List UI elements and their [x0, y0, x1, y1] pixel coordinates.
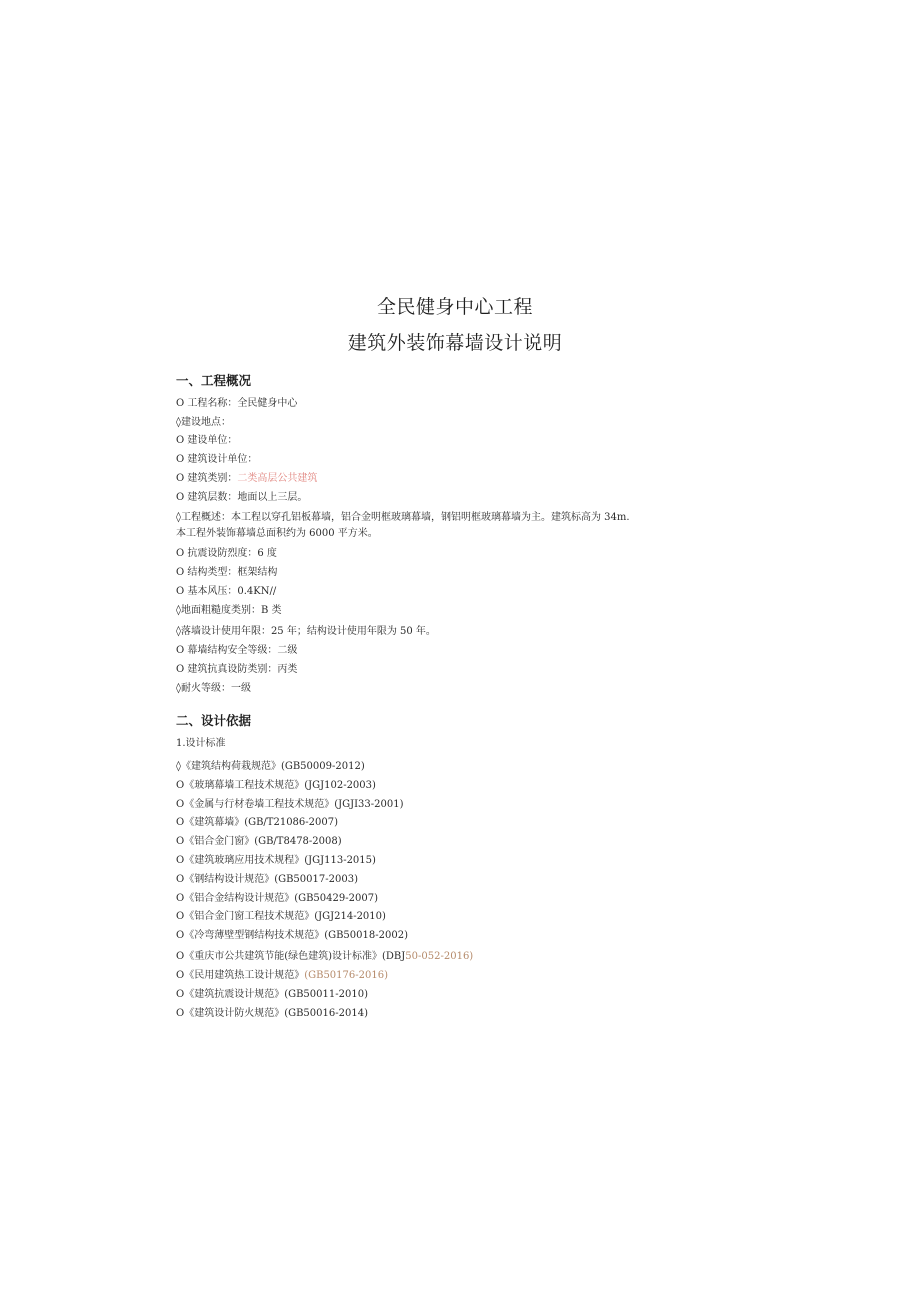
standard-code-accent: 50-052-2016) [405, 951, 474, 962]
list-item: O《钢结构设计规范》(GB50017-2003) [176, 874, 358, 885]
list-item: O 幕墙结构安全等级：二级 [176, 645, 298, 656]
list-item: ◊耐火等级：一级 [176, 683, 251, 694]
list-item: O《金属与行材卷墙工程技术规范》(JGJI33-2001) [176, 799, 404, 810]
section-heading-design-basis: 二、设计依据 [176, 713, 252, 728]
list-item: O《建筑抗震设计规范》(GB50011-2010) [176, 989, 368, 1000]
list-item: O 建筑设计单位： [176, 454, 258, 465]
list-item: O 基本风压：0.4KN// [176, 586, 277, 597]
document-title: 全民健身中心工程 [376, 296, 533, 318]
list-item: O《铝合金结构设计规范》(GB50429-2007) [176, 893, 378, 904]
list-item: O 工程名称：全民健身中心 [176, 398, 298, 409]
section-heading-project-overview: 一、工程概况 [176, 373, 252, 388]
list-item: O 建设单位： [176, 435, 238, 446]
list-item: O 建筑层数：地面以上三层。 [176, 492, 308, 503]
list-item: O 结构类型：框架结构 [176, 567, 278, 578]
list-item: O《铝合金门窗工程技术规范》(JGJ214-2010) [176, 911, 386, 922]
list-item: O《铝合金门窗》(GB/T8478-2008) [176, 836, 342, 847]
list-item: O《建筑幕墙》(GB/T21086-2007) [176, 817, 339, 828]
list-item: O《民用建筑热工设计规范》(GB50176-2016) [176, 970, 388, 981]
list-item: ◊建设地点： [176, 417, 231, 428]
list-item: O 建筑抗真设防类别：丙类 [176, 664, 298, 675]
document-subtitle: 建筑外装饰幕墙设计说明 [347, 332, 563, 354]
list-item: O《建筑玻璃应用技术规程》(JGJ113-2015) [176, 855, 376, 866]
list-item: O 建筑类别：二类高层公共建筑 [176, 473, 318, 484]
list-item: O《冷弯薄壁型钢结构技术规范》(GB50018-2002) [176, 930, 408, 941]
subsection-heading: 1.设计标准 [176, 738, 226, 749]
list-item: ◊《建筑结构荷栽规范》(GB50009-2012) [176, 761, 365, 772]
building-category-value: 二类高层公共建筑 [237, 473, 318, 484]
list-item: ◊落墙设计使用年限：25 年；结构设计使用年限为 50 年。 [176, 626, 436, 637]
list-item: O《玻璃幕墙工程技术规范》(JGJ102-2003) [176, 780, 376, 791]
list-item: ◊地面粗糙度类别：B 类 [176, 605, 282, 616]
list-item: O 抗震设防烈度：6 度 [176, 548, 277, 559]
list-item: O《建筑设计防火规范》(GB50016-2014) [176, 1008, 368, 1019]
standard-code-accent: (GB50176-2016) [304, 970, 388, 981]
list-item: O《重庆市公共建筑节能(绿色建筑)设计标准》(DBJ50-052-2016) [176, 951, 474, 962]
list-item: ◊工程概述：本工程以穿孔铝板幕墙，铝合金明框玻璃幕墙，钢铝明框玻璃幕墙为主。建筑标高为 34m.本工程外装饰幕墙总面积约为 6000 平方米。 [176, 512, 630, 539]
